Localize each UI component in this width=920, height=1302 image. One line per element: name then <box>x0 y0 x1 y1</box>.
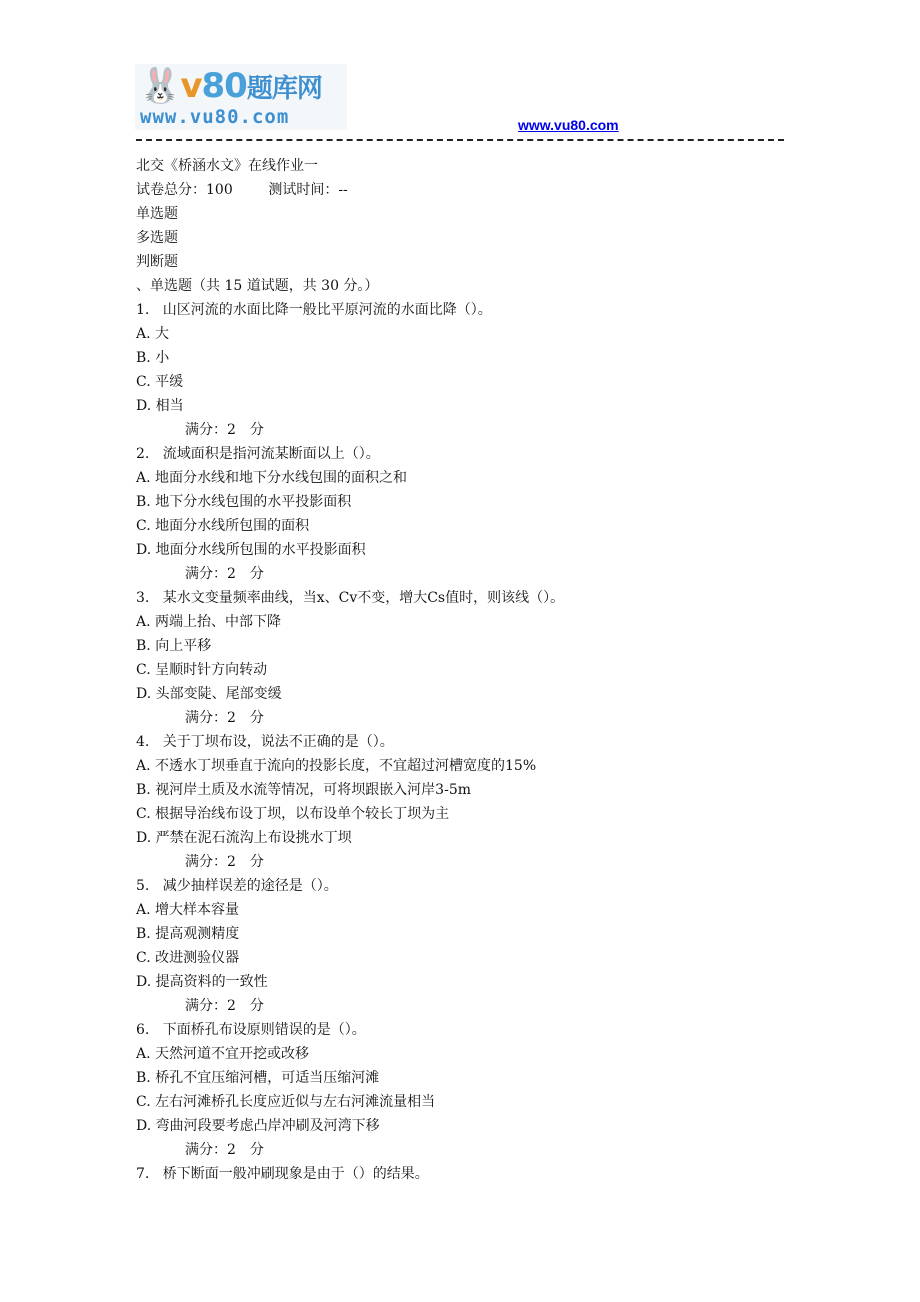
answer-option: B. 小 <box>136 350 170 366</box>
section-link[interactable]: 判断题 <box>136 254 178 270</box>
answer-option: A. 天然河道不宜开挖或改移 <box>136 1046 310 1062</box>
question-stem: 1. 山区河流的水面比降一般比平原河流的水面比降（）。 <box>136 302 492 318</box>
question-score: 满分：2 分 <box>185 998 264 1014</box>
answer-option: D. 严禁在泥石流沟上布设挑水丁坝 <box>136 830 352 846</box>
question-score: 满分：2 分 <box>185 566 264 582</box>
section-link[interactable]: 单选题 <box>136 206 178 222</box>
answer-option: C. 左右河滩桥孔长度应近似与左右河滩流量相当 <box>136 1094 436 1110</box>
answer-option: C. 改进测验仪器 <box>136 950 240 966</box>
question-stem: 5. 减少抽样误差的途径是（）。 <box>136 878 338 894</box>
answer-option: A. 不透水丁坝垂直于流向的投影长度，不宜超过河槽宽度的15% <box>136 758 537 774</box>
answer-option: A. 地面分水线和地下分水线包围的面积之和 <box>136 470 408 486</box>
question-stem: 6. 下面桥孔布设原则错误的是（）。 <box>136 1022 366 1038</box>
section-link[interactable]: 多选题 <box>136 230 178 246</box>
answer-option: C. 平缓 <box>136 374 184 390</box>
question-stem: 7. 桥下断面一般冲刷现象是由于（）的结果。 <box>136 1166 429 1182</box>
answer-option: C. 根据导治线布设丁坝，以布设单个较长丁坝为主 <box>136 806 450 822</box>
answer-option: C. 呈顺时针方向转动 <box>136 662 268 678</box>
question-stem: 3. 某水文变量频率曲线，当x、Cv不变，增大Cs值时，则该线（）。 <box>136 590 565 606</box>
answer-option: C. 地面分水线所包围的面积 <box>136 518 310 534</box>
document-body <box>136 154 564 1186</box>
question-score: 满分：2 分 <box>185 1142 264 1158</box>
answer-option: D. 提高资料的一致性 <box>136 974 268 990</box>
answer-option: B. 向上平移 <box>136 638 212 654</box>
exam-meta: 试卷总分：100 测试时间：-- <box>136 182 348 198</box>
answer-option: D. 相当 <box>136 398 184 414</box>
question-score: 满分：2 分 <box>185 422 264 438</box>
document-title: 北交《桥涵水文》在线作业一 <box>136 158 318 174</box>
answer-option: B. 视河岸土质及水流等情况，可将坝跟嵌入河岸3-5m <box>136 782 472 798</box>
answer-option: B. 地下分水线包围的水平投影面积 <box>136 494 352 510</box>
logo-wordmark: 🐰v80题库网 <box>139 66 322 106</box>
answer-option: D. 弯曲河段要考虑凸岸冲刷及河湾下移 <box>136 1118 380 1134</box>
question-score: 满分：2 分 <box>185 710 264 726</box>
section-heading: 、单选题（共 15 道试题，共 30 分。） <box>136 278 379 294</box>
answer-option: A. 两端上抬、中部下降 <box>136 614 282 630</box>
answer-option: A. 大 <box>136 326 170 342</box>
question-stem: 2. 流域面积是指河流某断面以上（）。 <box>136 446 380 462</box>
question-score: 满分：2 分 <box>185 854 264 870</box>
answer-option: D. 头部变陡、尾部变缓 <box>136 686 282 702</box>
answer-option: D. 地面分水线所包围的水平投影面积 <box>136 542 366 558</box>
vu80-logo <box>135 64 347 130</box>
dashed-divider <box>136 139 784 141</box>
answer-option: A. 增大样本容量 <box>136 902 240 918</box>
site-link[interactable]: www.vu80.com <box>518 117 619 133</box>
answer-option: B. 桥孔不宜压缩河槽，可适当压缩河滩 <box>136 1070 380 1086</box>
logo-url: www.vu80.com <box>140 106 290 128</box>
question-stem: 4. 关于丁坝布设，说法不正确的是（）。 <box>136 734 394 750</box>
answer-option: B. 提高观测精度 <box>136 926 240 942</box>
